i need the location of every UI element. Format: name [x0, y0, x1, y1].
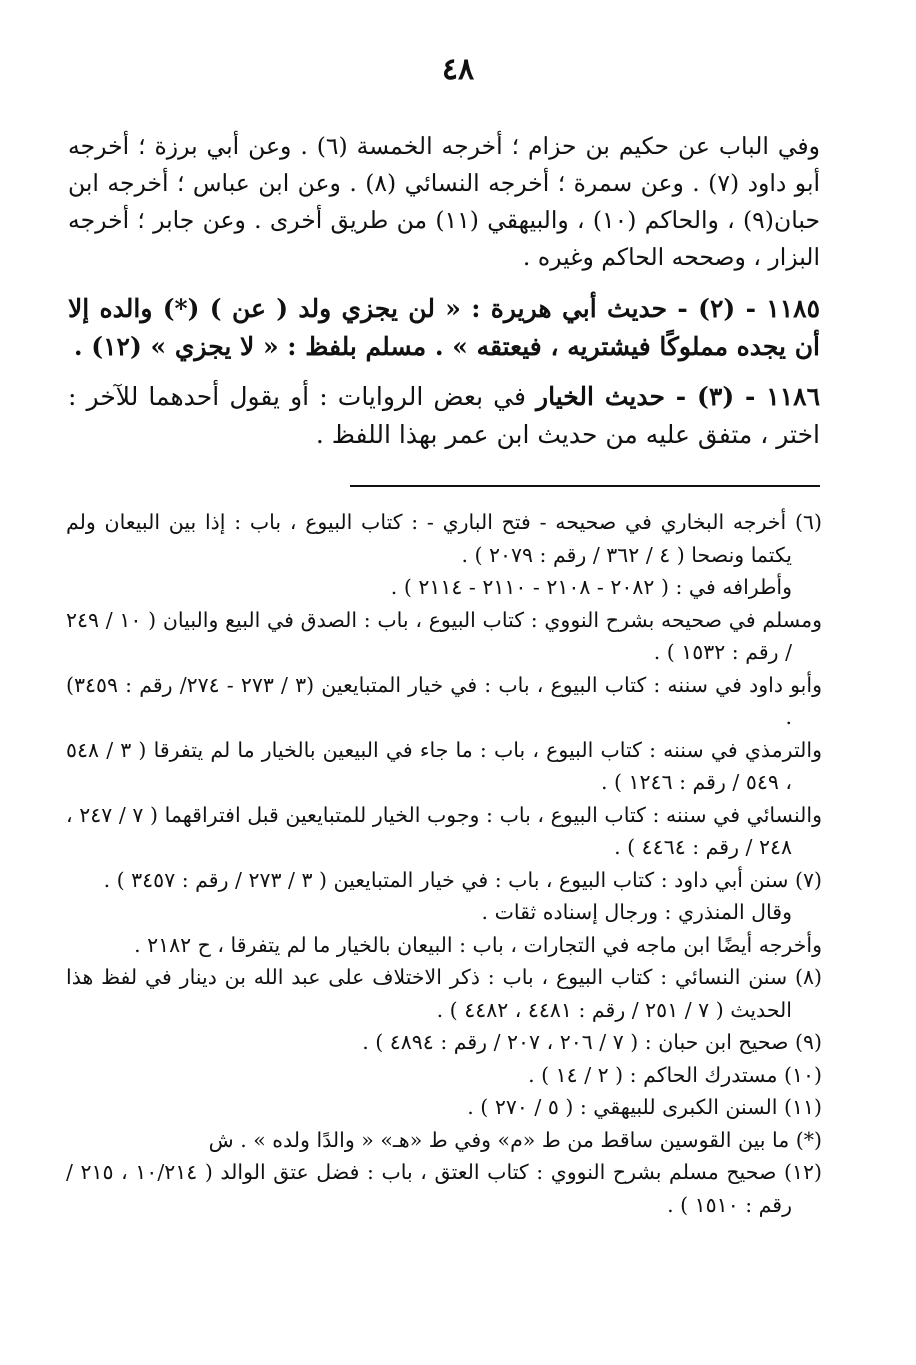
paragraph-chapter-references: وفي الباب عن حكيم بن حزام ؛ أخرجه الخمسة (٦) . وعن أبي برزة ؛ أخرجه أبو داود (٧) . وعن سمرة ؛ أخرجه النسائي (٨) . وعن ابن عباس ؛ أخرجه ابن حبان(٩) ، والحاكم (١٠) ، والبيهقي (١١) من طريق أخرى . وعن جابر ؛ أخرجه البزار ، وصححه الحاكم وغيره . [68, 132, 821, 271]
footnote-7-cont-1: وقال المنذري : ورجال إسناده ثقات . [481, 900, 792, 924]
footnote-separator [350, 485, 820, 487]
footnote-7: (٧) سنن أبي داود : كتاب البيوع ، باب : في خيار المتبايعين ( ٣ / ٢٧٣ / رقم : ٣٤٥٧ ) . [103, 867, 822, 892]
page-number: ٤٨ [441, 52, 475, 87]
footnote-9: (٩) صحيح ابن حبان : ( ٧ / ٢٠٦ ، ٢٠٧ / رقم : ٤٨٩٤ ) . [362, 1030, 822, 1054]
hadith-1186-text: في بعض الروايات : أو يقول أحدهما للآخر : اختر ، متفق عليه من حديث ابن عمر بهذا اللفظ . [68, 382, 820, 449]
footnote-6-cont-1: وأطرافه في : ( ٢٠٨٢ - ٢١٠٨ - ٢١١٠ - ٢١١٤ ) . [390, 575, 792, 599]
footnote-6: (٦) أخرجه البخاري في صحيحه - فتح الباري - : كتاب البيوع ، باب : إذا بين البيعان ولم يكتما ونصحا ( ٤ / ٣٦٢ / رقم : ٢٠٧٩ ) . [66, 510, 822, 567]
footnote-8: (٨) سنن النسائي : كتاب البيوع ، باب : ذكر الاختلاف على عبد الله بن دينار في لفظ هذا الحديث ( ٧ / ٢٥١ / رقم : ٤٤٨١ ، ٤٤٨٢ ) . [66, 965, 822, 1022]
footnote-11: (١١) السنن الكبرى للبيهقي : ( ٥ / ٢٧٠ ) . [467, 1095, 822, 1119]
footnote-6-cont-3: وأبو داود في سننه : كتاب البيوع ، باب : في خيار المتبايعين (٣ / ٢٧٣ - ٢٧٤/ رقم : ٣٤٥٩) . [66, 672, 822, 729]
hadith-1185: ١١٨٥ - (٢) - حديث أبي هريرة : « لن يجزي ولد ( عن ) (*) والده إلا أن يجده مملوكًا فيشتريه ، فيعتقه » . مسلم بلفظ : « لا يجزي » (١٢) . [68, 294, 820, 361]
footnote-12: (١٢) صحيح مسلم بشرح النووي : كتاب العتق ، باب : فضل عتق الوالد ( ١٠/٢١٤ ، ٢١٥ / رقم : ١٥١٠ ) . [66, 1160, 822, 1217]
footnote-10: (١٠) مستدرك الحاكم : ( ٢ / ١٤ ) . [528, 1062, 822, 1087]
footnotes [66, 506, 822, 1221]
footnote-7-cont-2: وأخرجه أيضًا ابن ماجه في التجارات ، باب : البيعان بالخيار ما لم يتفرقا ، ح ٢١٨٢ . [134, 932, 822, 957]
hadith-1186-heading: ١١٨٦ - (٣) - حديث الخيار [536, 382, 820, 411]
main-text [68, 128, 820, 454]
footnote-6-cont-5: والنسائي في سننه : كتاب البيوع ، باب : وجوب الخيار للمتبايعين قبل افتراقهما ( ٧ / ٢٤٧ ، ٢٤٨ / رقم : ٤٤٦٤ ) . [66, 802, 822, 859]
footnote-6-cont-2: ومسلم في صحيحه بشرح النووي : كتاب البيوع ، باب : الصدق في البيع والبيان ( ١٠ / ٢٤٩ / رقم : ١٥٣٢ ) . [66, 607, 822, 664]
footnote-6-cont-4: والترمذي في سننه : كتاب البيوع ، باب : ما جاء في البيعين بالخيار ما لم يتفرقا ( ٣ / ٥٤٨ ، ٥٤٩ / رقم : ١٢٤٦ ) . [66, 737, 822, 794]
footnote-asterisk: (*) ما بين القوسين ساقط من ط «م» وفي ط «هـ» « والدًا ولده » . ش [208, 1127, 822, 1152]
hadith-1186 [68, 378, 820, 454]
